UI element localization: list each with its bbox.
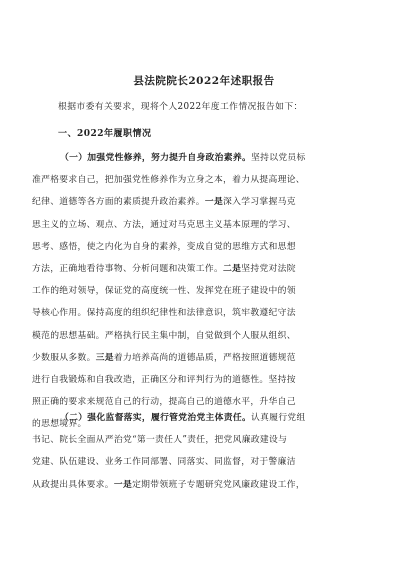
text-run: 模范的思想基础。严格执行民主集中制，自觉做到个人服从组织、 (32, 330, 296, 341)
bold-text-run: 一是 (204, 197, 224, 208)
document-title: 县法院院长2022年述职报告 (133, 75, 275, 87)
text-run: 认真履行党组 (251, 413, 306, 423)
text-run: 纪律、道德等各方面的素质提升政治素养。 (32, 197, 205, 208)
text-line (32, 214, 376, 236)
intro-paragraph: 根据市委有关要求，现将个人2022年度工作情况报告如下： (58, 102, 303, 112)
bold-text-run: （一）加强党性修养，努力提升自身政治素养。 (60, 153, 252, 163)
text-line (32, 474, 376, 496)
text-line (32, 236, 376, 258)
text-run: 工作的绝对领导，保证党的高度统一性、发挥党在班子建设中的领 (32, 286, 296, 297)
text-run: 方法，正确地看待事物、分析问题和决策工作。 (32, 263, 224, 274)
text-run: 书记、院长全面从严治党“第一责任人”责任，把党风廉政建设与 (32, 435, 288, 446)
text-run: 定期带领班子专题研究党风廉政建设工作， (132, 479, 305, 490)
text-line (32, 258, 376, 280)
text-run: 的思想境界。 (32, 419, 87, 430)
text-line (32, 191, 376, 213)
text-run: 导核心作用。保持高度的组织纪律性和法律意识，筑牢教遵纪守法 (32, 308, 296, 319)
text-line (32, 302, 376, 324)
bold-text-run: 三是 (95, 352, 114, 363)
bold-text-run: 二是 (223, 263, 242, 274)
text-run: 从政提出具体要求。 (32, 479, 114, 490)
text-line (32, 429, 376, 451)
text-run: 着力培养高尚的道德品质，严格按照道德规范 (113, 352, 296, 363)
text-line (32, 407, 376, 429)
text-line (32, 147, 376, 169)
text-run: 照正确的要求来规范自己的行动，提高自己的道德水平，升华自己 (32, 397, 296, 408)
bold-text-run: （二）强化监督落实，履行管党治党主体责任。 (60, 413, 252, 423)
bold-text-run: 一是 (113, 479, 133, 490)
text-run: 进行自我锻炼和自我改造，正确区分和评判行为的道德性。坚持按 (32, 374, 296, 385)
section-heading: 一、2022年履职情况 (58, 129, 152, 139)
text-run: 坚持以党员标 (251, 153, 306, 163)
text-run: 思主义的立场、观点、方法，通过对马克思主义基本原理的学习、 (32, 219, 296, 230)
text-line (32, 325, 376, 347)
paragraph-party-cultivation (32, 147, 376, 435)
text-line (32, 369, 376, 391)
text-run: 准严格要求自己，把加强党性修养作为立身之本，着力从提高理论、 (32, 175, 305, 186)
text-line (32, 347, 376, 369)
text-run: 深入学习掌握马克 (223, 197, 296, 208)
text-line (32, 280, 376, 302)
text-run: 思考、感悟，使之内化为自身的素养，变成自觉的思维方式和思想 (32, 241, 296, 252)
text-run: 少数服从多数。 (32, 352, 96, 363)
text-run: 坚持党对法院 (241, 263, 296, 274)
text-line (32, 169, 376, 191)
text-run: 党建、队伍建设、业务工作同部署、同落实、同监督，对于警廉洁 (32, 457, 296, 468)
paragraph-supervision (32, 407, 376, 496)
text-line (32, 451, 376, 473)
